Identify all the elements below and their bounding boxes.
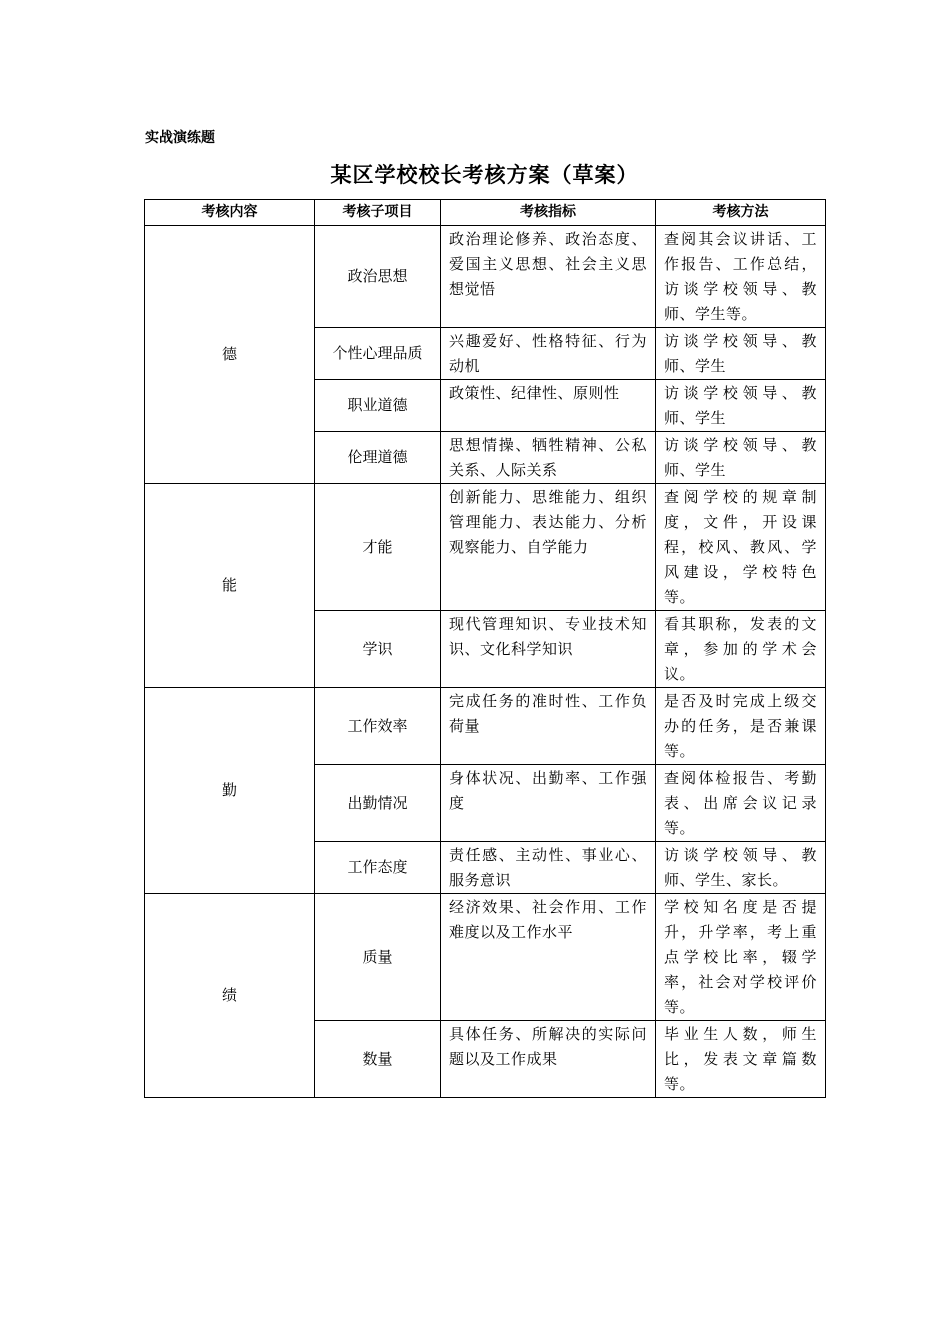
subitem-cell: 数量 (315, 1021, 441, 1098)
category-cell: 绩 (145, 894, 315, 1098)
method-cell: 看其职称，发表的文章，参加的学术会议。 (656, 611, 826, 688)
indicator-cell: 政策性、纪律性、原则性 (441, 380, 656, 432)
header-subitem: 考核子项目 (315, 200, 441, 226)
method-cell: 访谈学校领导、教师、学生 (656, 432, 826, 484)
subitem-cell: 伦理道德 (315, 432, 441, 484)
indicator-cell: 具体任务、所解决的实际问题以及工作成果 (441, 1021, 656, 1098)
page-title: 某区学校校长考核方案（草案） (330, 163, 639, 187)
method-cell: 是否及时完成上级交办的任务，是否兼课等。 (656, 688, 826, 765)
table-row (145, 226, 826, 328)
section-label: 实战演练题 (145, 130, 215, 146)
subitem-cell: 职业道德 (315, 380, 441, 432)
indicator-cell: 身体状况、出勤率、工作强度 (441, 765, 656, 842)
category-cell: 德 (145, 226, 315, 484)
method-cell: 访谈学校领导、教师、学生 (656, 380, 826, 432)
method-cell: 访谈学校领导、教师、学生、家长。 (656, 842, 826, 894)
subitem-cell: 工作态度 (315, 842, 441, 894)
indicator-cell: 创新能力、思维能力、组织管理能力、表达能力、分析观察能力、自学能力 (441, 484, 656, 611)
header-indicator: 考核指标 (441, 200, 656, 226)
indicator-cell: 思想情操、牺牲精神、公私关系、人际关系 (441, 432, 656, 484)
subitem-cell: 质量 (315, 894, 441, 1021)
subitem-cell: 出勤情况 (315, 765, 441, 842)
indicator-cell: 责任感、主动性、事业心、服务意识 (441, 842, 656, 894)
subitem-cell: 政治思想 (315, 226, 441, 328)
assessment-table (144, 199, 826, 1098)
subitem-cell: 才能 (315, 484, 441, 611)
subitem-cell: 个性心理品质 (315, 328, 441, 380)
method-cell: 查阅体检报告、考勤表、出席会议记录等。 (656, 765, 826, 842)
method-cell: 访谈学校领导、教师、学生 (656, 328, 826, 380)
method-cell: 查阅其会议讲话、工作报告、工作总结，访谈学校领导、教师、学生等。 (656, 226, 826, 328)
table-header-row (145, 200, 826, 226)
table-row (145, 688, 826, 765)
indicator-cell: 完成任务的准时性、工作负荷量 (441, 688, 656, 765)
method-cell: 学校知名度是否提升，升学率，考上重点学校比率，辍学率，社会对学校评价等。 (656, 894, 826, 1021)
subitem-cell: 学识 (315, 611, 441, 688)
method-cell: 毕业生人数，师生比，发表文章篇数等。 (656, 1021, 826, 1098)
method-cell: 查阅学校的规章制度，文件，开设课程，校风、教风、学风建设，学校特色等。 (656, 484, 826, 611)
category-cell: 能 (145, 484, 315, 688)
indicator-cell: 经济效果、社会作用、工作难度以及工作水平 (441, 894, 656, 1021)
indicator-cell: 兴趣爱好、性格特征、行为动机 (441, 328, 656, 380)
header-method: 考核方法 (656, 200, 826, 226)
table-row (145, 894, 826, 1021)
indicator-cell: 政治理论修养、政治态度、爱国主义思想、社会主义思想觉悟 (441, 226, 656, 328)
table-row (145, 484, 826, 611)
category-cell: 勤 (145, 688, 315, 894)
indicator-cell: 现代管理知识、专业技术知识、文化科学知识 (441, 611, 656, 688)
header-content: 考核内容 (145, 200, 315, 226)
subitem-cell: 工作效率 (315, 688, 441, 765)
